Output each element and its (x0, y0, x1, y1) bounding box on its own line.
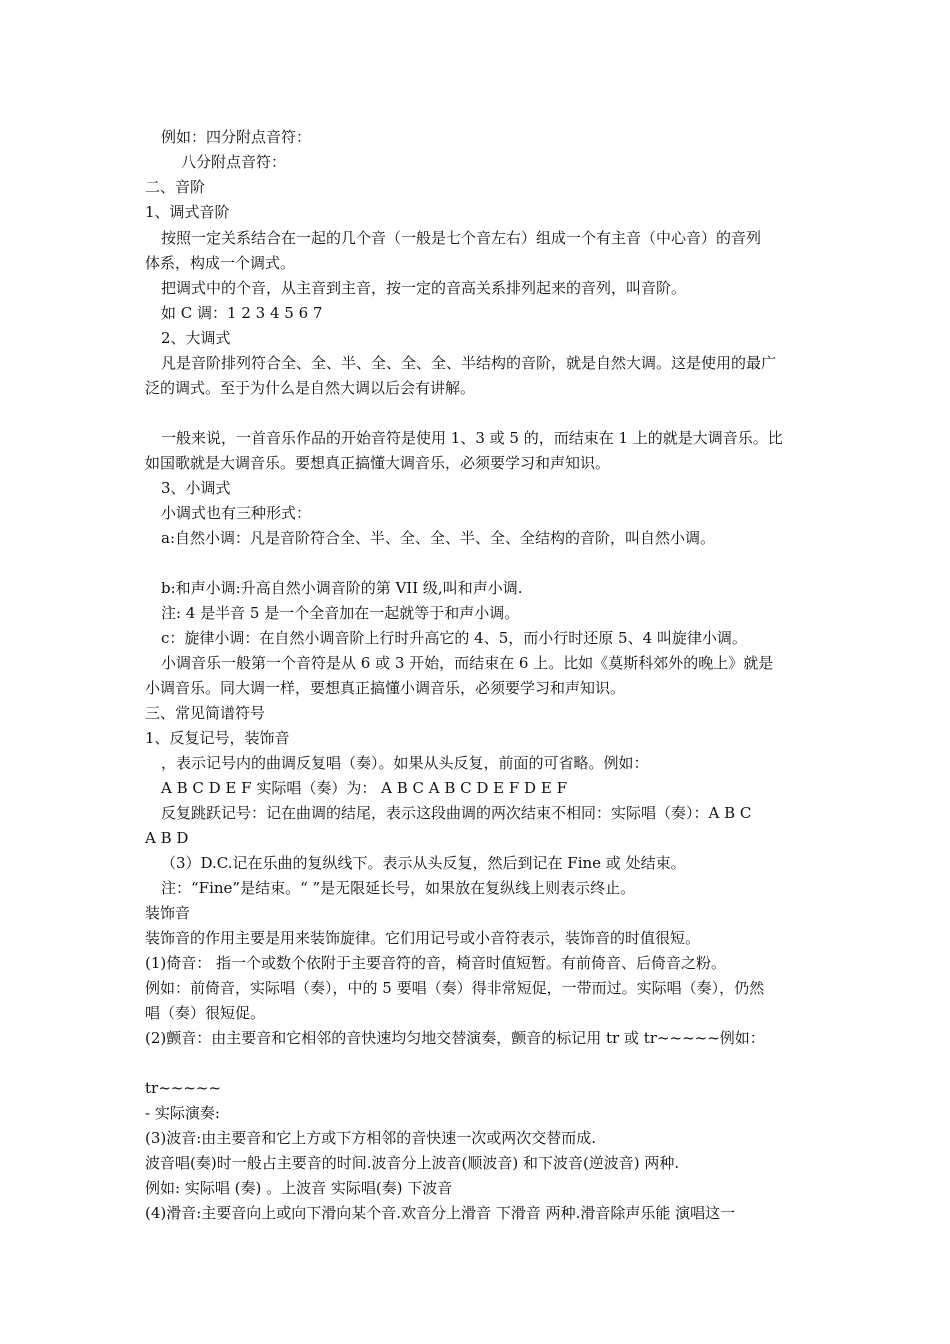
paragraph-line: a:自然小调：凡是音阶符合全、半、全、全、半、全、全结构的音阶，叫自然小调。 (161, 529, 716, 547)
subheading-minor-mode: 3、小调式 (161, 479, 231, 497)
paragraph-line: 小调音乐一般第一个音符是从 6 或 3 开始，而结束在 6 上。比如《莫斯科郊外的晚上》就是 (161, 654, 774, 672)
section-heading-notation-symbols: 三、常见简谱符号 (145, 704, 266, 722)
paragraph-line: 唱（奏）很短促。 (145, 1004, 266, 1022)
subheading-major-mode: 2、大调式 (161, 329, 231, 347)
paragraph-line: 例如：前倚音，实际唱（奏），中的 5 要唱（奏）得非常短促，一带而过。实际唱（奏），仍然 (145, 979, 765, 997)
trill-mark: tr~~~~~ (145, 1079, 222, 1097)
example-quarter-dotted-note: 例如：四分附点音符： (161, 128, 312, 146)
paragraph-line: (3)波音:由主要音和它上方或下方相邻的音快速一次或两次交替而成. (145, 1129, 597, 1147)
paragraph-line: 一般来说，一首音乐作品的开始音符是使用 1、3 或 5 的，而结束在 1 上的就是大调音乐。比 (161, 429, 783, 447)
section-heading-scale: 二、音阶 (145, 178, 206, 196)
paragraph-line: - 实际演奏: (145, 1104, 220, 1122)
paragraph-line: （3）D.C.记在乐曲的复纵线下。表示从头反复，然后到记在 Fine 或 处结束。 (161, 854, 686, 872)
paragraph-line: 小调式也有三种形式： (161, 504, 312, 522)
paragraph-line: A B C D E F 实际唱（奏）为： A B C A B C D E F D E F (161, 779, 567, 797)
paragraph-line: (2)颤音：由主要音和它相邻的音快速均匀地交替演奏，颤音的标记用 tr 或 tr~~~~~例如： (145, 1029, 765, 1047)
example-eighth-dotted-note: 八分附点音符： (181, 153, 287, 171)
paragraph-line: 注：“Fine”是结束。“ ”是无限延长号，如果放在复纵线上则表示终止。 (161, 879, 636, 897)
paragraph-line: (4)滑音:主要音向上或向下滑向某个音.欢音分上滑音 下滑音 两种.滑音除声乐能 演唱这一 (145, 1204, 736, 1222)
paragraph-line: b:和声小调:升高自然小调音阶的第 VII 级,叫和声小调. (161, 579, 523, 597)
paragraph-line: ，表示记号内的曲调反复唱（奏）。如果从头反复，前面的可省略。例如： (161, 754, 649, 772)
subheading-repeat-ornament: 1、反复记号，装饰音 (145, 729, 290, 747)
paragraph-line: 凡是音阶排列符合全、全、半、全、全、全、半结构的音阶，就是自然大调。这是使用的最广 (161, 354, 777, 372)
paragraph-line: 体系，构成一个调式。 (145, 254, 296, 272)
paragraph-line: 如国歌就是大调音乐。要想真正搞懂大调音乐，必须要学习和声知识。 (145, 454, 611, 472)
paragraph-line: c：旋律小调：在自然小调音阶上行时升高它的 4、5，而小行时还原 5、4 叫旋律小调。 (161, 629, 747, 647)
paragraph-line: 反复跳跃记号：记在曲调的结尾，表示这段曲调的两次结束不相同：实际唱（奏）：A B C (161, 804, 752, 822)
subheading-ornament: 装饰音 (145, 904, 191, 922)
paragraph-line: 泛的调式。至于为什么是自然大调以后会有讲解。 (145, 379, 476, 397)
paragraph-line: 波音唱(奏)时一般占主要音的时间.波音分上波音(顺波音) 和下波音(逆波音) 两种. (145, 1154, 680, 1172)
paragraph-line: 小调音乐。同大调一样，要想真正搞懂小调音乐，必须要学习和声知识。 (145, 679, 626, 697)
paragraph-line: 例如: 实际唱 (奏) 。上波音 实际唱(奏) 下波音 (145, 1179, 453, 1197)
paragraph-line: (1)倚音： 指一个或数个依附于主要音符的音，椅音时值短暂。有前倚音、后倚音之粉。 (145, 954, 727, 972)
subheading-mode-scale: 1、调式音阶 (145, 203, 230, 221)
paragraph-line: A B D (145, 829, 189, 847)
paragraph-line: 注: 4 是半音 5 是一个全音加在一起就等于和声小调。 (161, 604, 520, 622)
paragraph-line: 把调式中的个音，从主音到主音，按一定的音高关系排列起来的音列，叫音阶。 (161, 279, 687, 297)
paragraph-line: 如 C 调：1 2 3 4 5 6 7 (161, 304, 323, 322)
paragraph-line: 装饰音的作用主要是用来装饰旋律。它们用记号或小音符表示，装饰音的时值很短。 (145, 929, 701, 947)
paragraph-line: 按照一定关系结合在一起的几个音（一般是七个音左右）组成一个有主音（中心音）的音列 (161, 229, 762, 247)
